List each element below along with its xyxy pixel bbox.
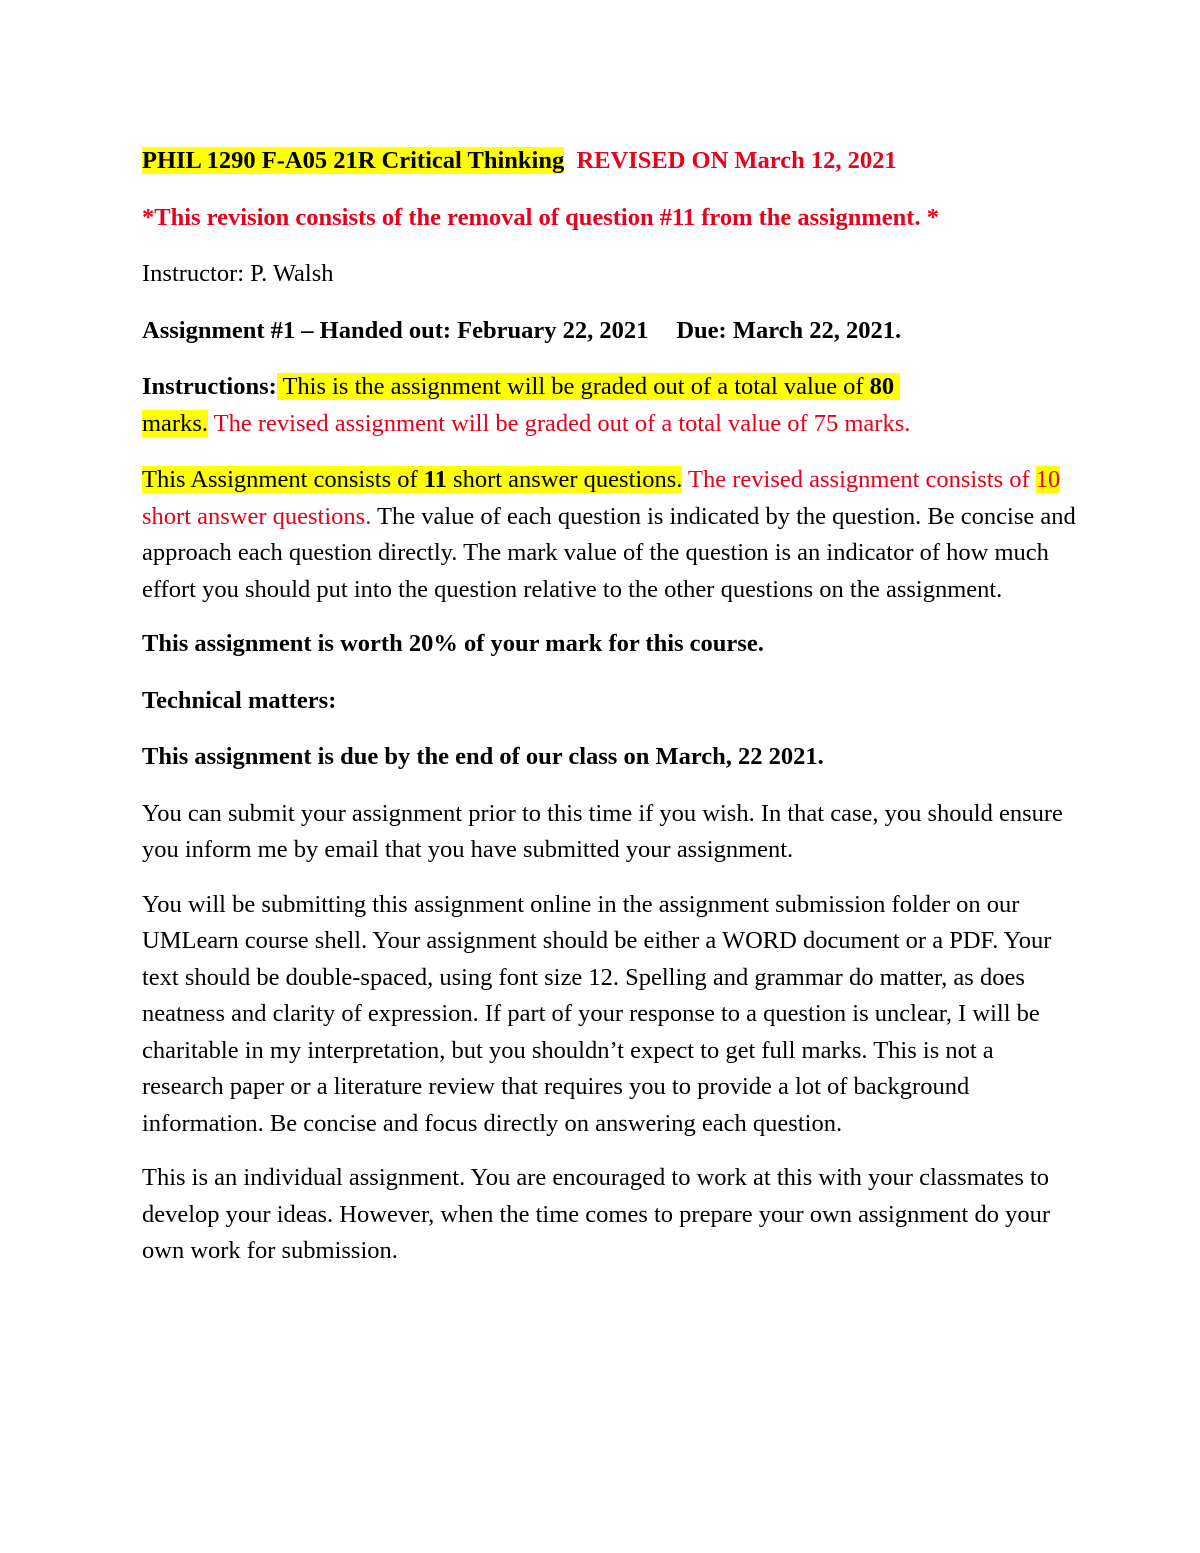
instructor: Instructor: P. Walsh bbox=[142, 260, 334, 287]
submit-early-paragraph: You can submit your assignment prior to this time if you wish. In that case, you should ensure you inform me by email that you have submitted your assignment. bbox=[142, 799, 1063, 863]
revised-date: REVISED ON March 12, 2021 bbox=[576, 147, 897, 174]
instructions-revised: The revised assignment will be graded out of a total value of 75 marks. bbox=[208, 409, 911, 437]
submission-paragraph: You will be submitting this assignment online in the assignment submission folder on our UMLearn course shell. Your assignment should be either a WORD document or a PDF. Your text should be double-spaced, using font size 12. Spelling and grammar do matter, as does neatness and clarity of expression. If part of your response to a question is unclear, I will be charitable in my interpretation, but you shouldn’t expect to get full marks. This is not a research paper or a literature review that requires you to provide a lot of background information. Be concise and focus directly on answering each question. bbox=[142, 890, 1052, 1137]
questions-count: 11 bbox=[423, 466, 447, 493]
questions-rest: The value of each question is indicated by the question. Be concise and approach each question directly. The mark value of the question is an indicator of how much effort you should put into the question relative to the other questions on the assignment. bbox=[142, 502, 1076, 603]
questions-text-b: short answer questions. bbox=[446, 466, 683, 493]
instructions-marks: marks. bbox=[142, 409, 208, 437]
questions-revised-a: The revised assignment consists of bbox=[682, 466, 1036, 493]
questions-revised-count: 10 bbox=[1035, 466, 1061, 493]
due-date: Due: March 22, 2021. bbox=[676, 316, 902, 344]
marks-value: 80 bbox=[869, 373, 895, 400]
handed-out: Assignment #1 – Handed out: February 22, 2021 bbox=[142, 316, 649, 344]
instructions-label: Instructions: bbox=[142, 373, 277, 400]
worth-statement: This assignment is worth 20% of your mark for this course. bbox=[142, 630, 764, 657]
technical-heading: Technical matters: bbox=[142, 686, 337, 714]
questions-revised-b: short answer questions. bbox=[142, 502, 372, 530]
course-title: PHIL 1290 F-A05 21R Critical Thinking bbox=[142, 147, 565, 174]
individual-paragraph: This is an individual assignment. You are encouraged to work at this with your classmates to develop your ideas. However, when the time comes to prepare your own assignment do your own work for submission. bbox=[142, 1164, 1050, 1264]
questions-text-a: This Assignment consists of bbox=[142, 466, 424, 493]
assignment-dates bbox=[142, 313, 1080, 350]
course-title-line bbox=[142, 143, 1080, 180]
questions-paragraph bbox=[142, 462, 1080, 608]
revision-note: *This revision consists of the removal of question #11 from the assignment. * bbox=[142, 203, 939, 231]
instructions-text: This is the assignment will be graded out of a total value of bbox=[276, 373, 870, 400]
due-statement: This assignment is due by the end of our class on March, 22 2021. bbox=[142, 743, 824, 770]
instructions-paragraph bbox=[142, 369, 1080, 442]
